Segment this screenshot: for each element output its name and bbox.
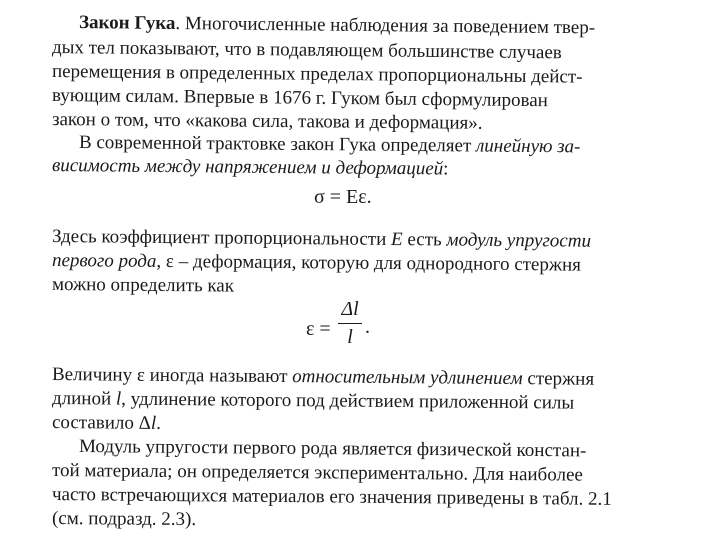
paragraph-4-line-3-a: составило Δ [51,412,151,434]
paragraph-4-tail: стержня [522,368,595,390]
paragraph-1-line-2: дых тел показывают, что в подавляющем большинстве случаев [51,37,562,64]
section-title: Закон Гука [78,12,176,35]
fraction-numerator: Δl [341,298,359,320]
paragraph-4-line-2 [52,388,574,415]
paragraph-1-line-3: перемещения в определенных пределах пропорциональны дейст- [51,61,583,88]
paragraph-2-text: В современной трактовке закон Гука определяет [78,132,477,157]
paragraph-1-title-tail: . Многочисленные наблюдения за поведением твер- [175,13,596,39]
formula-strain-lhs: ε = [306,318,331,340]
paragraph-4-text: Величину ε иногда называют [51,364,293,388]
paragraph-4-line-3-b: . [156,412,162,434]
paragraph-5-line-1: Модуль упругости первого рода является физической констан- [78,436,587,462]
paragraph-3-line-2 [52,250,581,277]
fraction-denominator: l [347,326,353,348]
symbol-l: l [115,388,122,410]
paragraph-4-line-1 [52,364,594,391]
paragraph-2-italic-2: висимость между напряжением и деформацией [51,155,444,180]
paragraph-4-line-2-b: , удлинение которого под действием приложенной силы [121,388,575,414]
paragraph-4-line-2-a: длиной [51,388,116,410]
paragraph-3-text: Здесь коэффициент пропорциональности [51,226,392,250]
paragraph-5-line-3: часто встречающихся материалов его значения приведены в табл. 2.1 [51,484,612,510]
paragraph-3-italic-2: первого рода [51,250,157,272]
paragraph-4-line-3 [52,412,161,435]
paragraph-4-italic: относительным удлинением [292,366,523,390]
symbol-l-2: l [150,412,157,434]
symbol-e: E [390,228,403,251]
fraction-bar [338,323,362,324]
paragraph-2-italic: линейную за- [475,135,581,158]
paragraph-3-line-1 [52,226,591,253]
paragraph-2-tail: : [443,158,449,180]
paragraph-1-line-1 [79,12,595,39]
formula-strain-fraction [338,298,362,349]
paragraph-5-line-2: той материала; он определяется экспериментально. Для наиболее [51,460,583,486]
paragraph-3-mid: есть [402,229,447,251]
formula-hooke: σ = Eε. [314,186,372,208]
paragraph-3-line-3: можно определить как [51,274,235,297]
paragraph-3-italic: модуль упругости [446,229,592,252]
formula-strain-tail: . [365,316,370,338]
paragraph-1-line-4: вующим силам. Впервые в 1676 г. Гуком был сформулирован [51,85,548,112]
paragraph-3-tail: , ε – деформация, которую для однородного стержня [156,250,582,276]
paragraph-1-line-5: закон о том, что «какова сила, такова и деформация». [51,109,483,134]
paragraph-5-line-4: (см. подразд. 2.3). [51,508,197,531]
paragraph-2-line-1 [79,132,581,158]
paragraph-2-line-2 [52,155,449,180]
